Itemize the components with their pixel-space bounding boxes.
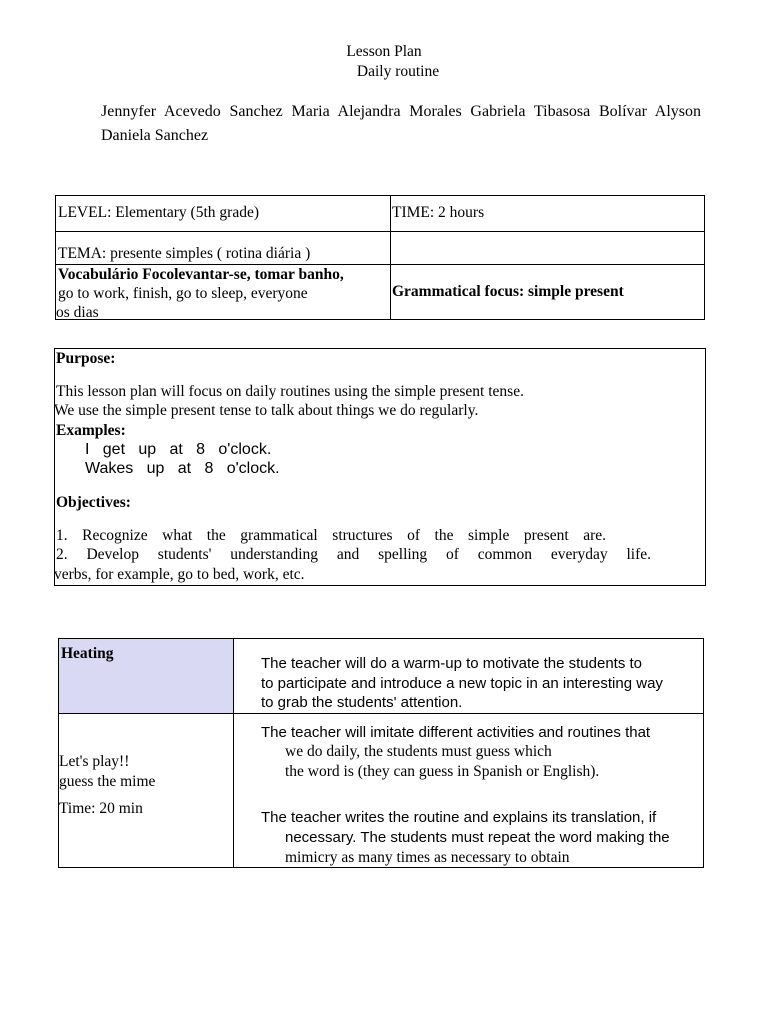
play-b-line-1: The teacher writes the routine and explains its translation, if bbox=[261, 809, 657, 826]
document-subtitle: Daily routine bbox=[356, 63, 440, 80]
vocab-line-2: go to work, finish, go to sleep, everyone bbox=[58, 285, 308, 302]
level-text: LEVEL: Elementary (5th grade) bbox=[58, 204, 259, 221]
play-a-line-1: The teacher will imitate different activities and routines that bbox=[261, 724, 651, 741]
tema-cell bbox=[55, 231, 391, 265]
play-a-line-3: the word is (they can guess in Spanish or English). bbox=[285, 763, 600, 780]
purpose-box bbox=[54, 348, 706, 586]
grammar-cell bbox=[390, 264, 705, 320]
time-text: TIME: 2 hours bbox=[392, 204, 485, 221]
play-a-line-2: we do daily, the students must guess which bbox=[285, 743, 552, 760]
play-b-line-3: mimicry as many times as necessary to obtain bbox=[285, 849, 570, 866]
objectives-heading: Objectives: bbox=[56, 494, 131, 511]
objective-2-continued: verbs, for example, go to bed, work, etc. bbox=[54, 566, 305, 583]
play-time: Time: 20 min bbox=[59, 800, 143, 817]
document-title: Lesson Plan bbox=[346, 43, 422, 60]
example-2: Wakes up at 8 o'clock. bbox=[85, 460, 280, 477]
time-cell bbox=[390, 195, 705, 232]
play-label-cell bbox=[58, 713, 234, 868]
tema-text: TEMA: presente simples ( rotina diária ) bbox=[58, 245, 311, 262]
examples-heading: Examples: bbox=[56, 422, 126, 439]
play-text-cell bbox=[233, 713, 704, 868]
vocab-cell bbox=[55, 264, 391, 320]
play-label-2: guess the mime bbox=[59, 773, 156, 790]
heating-label-cell bbox=[58, 638, 234, 714]
play-b-line-2: necessary. The students must repeat the word making the bbox=[285, 829, 670, 846]
purpose-line-2: We use the simple present tense to talk about things we do regularly. bbox=[54, 402, 479, 419]
heating-line-3: to grab the students' attention. bbox=[261, 694, 463, 711]
purpose-heading: Purpose: bbox=[56, 350, 116, 367]
vocab-line-3: os dias bbox=[56, 304, 99, 321]
empty-cell bbox=[390, 231, 705, 265]
title-block bbox=[0, 42, 768, 82]
level-cell bbox=[55, 195, 391, 232]
heating-text-cell bbox=[233, 638, 704, 714]
objective-2: 2. Develop students' understanding and spelling of common everyday life. bbox=[56, 546, 651, 563]
vocab-heading: Vocabulário Focolevantar-se, tomar banho, bbox=[58, 266, 344, 283]
grammar-focus: Grammatical focus: simple present bbox=[392, 283, 624, 300]
heating-line-2: to participate and introduce a new topic in an interesting way bbox=[261, 675, 663, 692]
purpose-line-1: This lesson plan will focus on daily routines using the simple present tense. bbox=[56, 383, 524, 400]
authors: Jennyfer Acevedo Sanchez Maria Alejandra Morales Gabriela Tibasosa Bolívar Alyson Daniela Sanchez bbox=[101, 103, 701, 144]
example-1: I get up at 8 o'clock. bbox=[85, 441, 272, 458]
play-label-1: Let's play!! bbox=[59, 753, 130, 770]
objective-1: 1. Recognize what the grammatical structures of the simple present are. bbox=[56, 527, 606, 544]
heating-line-1: The teacher will do a warm-up to motivate the students to bbox=[261, 655, 643, 672]
heating-label: Heating bbox=[61, 645, 114, 662]
